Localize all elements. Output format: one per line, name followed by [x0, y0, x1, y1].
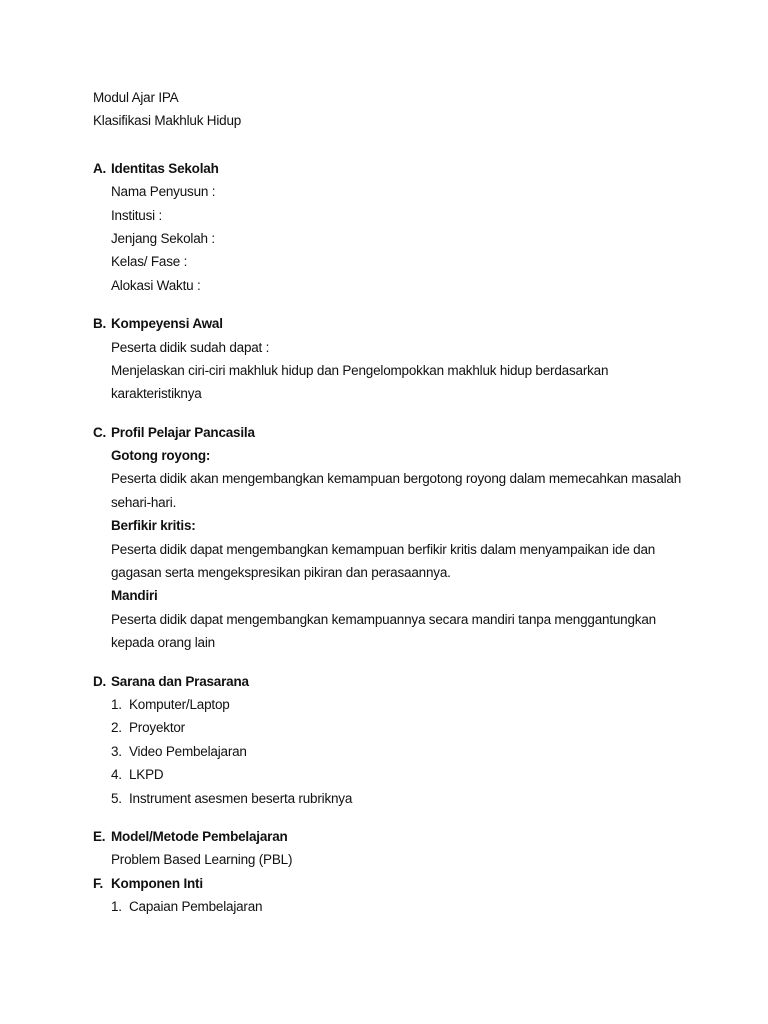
list-number: 3.	[111, 743, 122, 759]
list-number: 1.	[111, 696, 122, 712]
paragraph-line: karakteristiknya	[111, 386, 202, 402]
list-text: Capaian Pembelajaran	[129, 899, 263, 915]
section-letter: F.	[93, 875, 104, 891]
list-item	[93, 693, 693, 716]
paragraph-line: Problem Based Learning (PBL)	[111, 852, 293, 868]
list-item	[93, 895, 693, 918]
paragraph-line: Menjelaskan ciri-ciri makhluk hidup dan Pengelompokkan makhluk hidup berdasarkan	[111, 362, 609, 378]
section-letter: D.	[93, 673, 107, 689]
paragraph-line: sehari-hari.	[111, 494, 177, 510]
list-item	[93, 740, 693, 763]
list-number: 5.	[111, 790, 122, 806]
subheading-mandiri: Mandiri	[111, 588, 158, 604]
section-identitas-sekolah	[93, 157, 693, 297]
field-jenjang-sekolah: Jenjang Sekolah :	[111, 230, 215, 246]
section-model-metode	[93, 825, 693, 872]
section-heading	[93, 421, 693, 444]
doc-title: Modul Ajar IPA	[93, 90, 179, 105]
paragraph-line: Peserta didik akan mengembangkan kemampuan bergotong royong dalam memecahkan masalah	[111, 471, 682, 487]
section-title: Sarana dan Prasarana	[111, 673, 249, 689]
document-page	[93, 86, 693, 919]
paragraph-line: Peserta didik dapat mengembangkan kemampuannya secara mandiri tanpa menggantungkan	[111, 611, 656, 627]
paragraph-line: gagasan serta mengekspresikan pikiran dan perasaannya.	[111, 565, 451, 581]
field-institusi: Institusi :	[111, 207, 163, 223]
list-text: Komputer/Laptop	[129, 696, 230, 712]
section-letter: B.	[93, 316, 107, 332]
list-item	[93, 716, 693, 739]
section-title: Model/Metode Pembelajaran	[111, 828, 288, 844]
section-heading	[93, 312, 693, 335]
list-text: Proyektor	[129, 720, 185, 736]
section-heading	[93, 670, 693, 693]
section-heading	[93, 825, 693, 848]
paragraph-line: kepada orang lain	[111, 635, 215, 651]
section-title: Komponen Inti	[111, 875, 203, 891]
section-letter: E.	[93, 828, 106, 844]
list-text: LKPD	[129, 767, 164, 783]
list-item	[93, 787, 693, 810]
paragraph-line: Peserta didik dapat mengembangkan kemampuan berfikir kritis dalam menyampaikan ide dan	[111, 541, 656, 557]
list-text: Instrument asesmen beserta rubriknya	[129, 790, 353, 806]
section-letter: A.	[93, 160, 107, 176]
section-heading	[93, 157, 693, 180]
list-item	[93, 763, 693, 786]
subheading-berfikir-kritis: Berfikir kritis:	[111, 518, 196, 534]
list-number: 4.	[111, 767, 122, 783]
section-title: Kompeyensi Awal	[111, 316, 223, 332]
list-number: 2.	[111, 720, 122, 736]
section-title: Identitas Sekolah	[111, 160, 219, 176]
section-title: Profil Pelajar Pancasila	[111, 424, 255, 440]
section-komponen-inti	[93, 872, 693, 919]
list-text: Video Pembelajaran	[129, 743, 247, 759]
section-sarana-prasarana	[93, 670, 693, 810]
section-kompetensi-awal	[93, 312, 693, 406]
field-alokasi-waktu: Alokasi Waktu :	[111, 277, 201, 293]
list-number: 1.	[111, 899, 122, 915]
field-kelas-fase: Kelas/ Fase :	[111, 254, 188, 270]
section-profil-pelajar-pancasila	[93, 421, 693, 655]
paragraph-line: Peserta didik sudah dapat :	[111, 339, 270, 355]
field-nama-penyusun: Nama Penyusun :	[111, 184, 216, 200]
subheading-gotong-royong: Gotong royong:	[111, 448, 211, 464]
section-heading	[93, 872, 693, 895]
section-letter: C.	[93, 424, 107, 440]
doc-subtitle: Klasifikasi Makhluk Hidup	[93, 113, 242, 129]
